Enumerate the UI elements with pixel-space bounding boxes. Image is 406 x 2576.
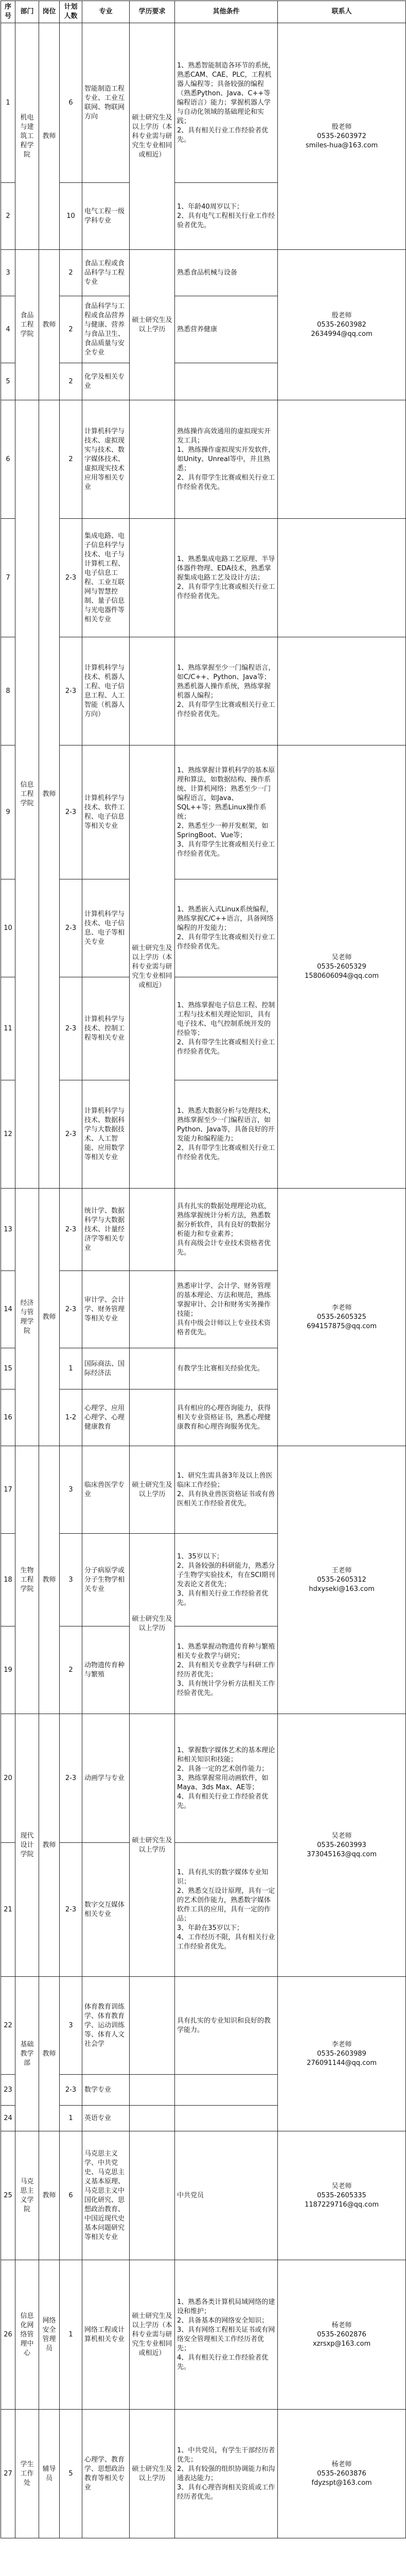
- header-row: [1, 1, 406, 23]
- cell-major: 计算机科学与技术、控制工程等相关专业: [82, 977, 130, 1080]
- cell-cond: 具有扎实的数据处理理论功底，熟练掌握统计分析方法，熟悉数据分析软件，具有良好的数据分析能力和专业素养； 具有高级会计专业技术资格者优先。: [175, 1189, 278, 1271]
- cell-edu: 硕士研究生及以上学历: [130, 2410, 175, 2538]
- cell-major: 动物遗传育种与繁殖: [82, 1626, 130, 1714]
- cell-cond: 熟悉食品机械与设备: [175, 250, 278, 296]
- table-row: [1, 1189, 406, 1271]
- cell-contact: 吴老师 0535-2605329 1580606094@qq.com: [278, 745, 406, 1189]
- table-row: [1, 2131, 406, 2260]
- cell-edu: [130, 1271, 175, 1348]
- cell-post: 教师: [39, 1189, 60, 1446]
- cell-post: 教师: [39, 2131, 60, 2260]
- cell-edu: 硕士研究生及以上学历: [130, 250, 175, 400]
- cell-dept: 信息工程学院: [15, 400, 39, 1189]
- cell-count: 2: [60, 363, 82, 400]
- cell-cond: 1、熟悉掌握动物遗传育种与繁殖相关专业教学与研究； 2、具有相关专业教学与科研工作经历者优先； 3、具有统计学分析方法相关工作经验者优先。: [175, 1626, 278, 1714]
- cell-no: 3: [1, 250, 15, 296]
- cell-no: 12: [1, 1080, 15, 1189]
- cell-major: 食品工程或食品科学与工程专业: [82, 250, 130, 296]
- cell-edu: [130, 519, 175, 637]
- cell-edu: [130, 1977, 175, 2075]
- cell-no: 24: [1, 2106, 15, 2131]
- cell-major: 临床兽医学专业: [82, 1446, 130, 1534]
- cell-no: 5: [1, 363, 15, 400]
- cell-major: 审计学、会计学、财务管理等相关专业: [82, 1271, 130, 1348]
- cell-edu: [130, 1389, 175, 1446]
- cell-edu: 硕士研究生及以上学历: [130, 1534, 175, 1714]
- cell-cond: 1、熟练掌握电子信息工程、控制工程与技术相关理论知识，具有电子技术、电气控制系统开发的经验等； 2、具有带学生比赛或相关行业工作经验者优先。: [175, 977, 278, 1080]
- cell-no: 23: [1, 2075, 15, 2106]
- cell-count: 2-3: [60, 1714, 82, 1843]
- cell-count: 2-3: [60, 1843, 82, 1977]
- cell-major: 数字交互媒体相关专业: [82, 1843, 130, 1977]
- cell-dept: 基础教学部: [15, 1977, 39, 2131]
- cell-cond: 1、35岁以下； 2、具备较强的科研能力，熟悉分子生物学实验技术，有在SCI期刊发表论文者优先； 3、具有相关行业工作经验者优先。: [175, 1534, 278, 1626]
- cell-contact: [278, 400, 406, 519]
- cell-major: 计算机科学与技术、数据科学与大数据技术、人工智能、应用数学等相关专业: [82, 1080, 130, 1189]
- cell-contact: 吴老师 0535-2603993 373045163@qq.com: [278, 1714, 406, 1977]
- cell-edu: [130, 637, 175, 745]
- cell-no: 22: [1, 1977, 15, 2075]
- cell-count: 2-3: [60, 1080, 82, 1189]
- cell-no: 20: [1, 1714, 15, 1843]
- cell-count: 2: [60, 296, 82, 363]
- cell-count: 1: [60, 2106, 82, 2131]
- cell-major: 心理学、教育学、思想政治教育等相关专业: [82, 2410, 130, 2538]
- cell-major: 心理学、应用心理学、心理健康教育: [82, 1389, 130, 1446]
- cell-count: 6: [60, 23, 82, 183]
- cell-dept: 食品工程学院: [15, 250, 39, 400]
- cell-no: 21: [1, 1843, 15, 1977]
- cell-dept: 马克思主义学院: [15, 2131, 39, 2260]
- cell-major: 化学及相关专业: [82, 363, 130, 400]
- cell-count: 3: [60, 1534, 82, 1626]
- cell-no: 14: [1, 1271, 15, 1348]
- cell-no: 17: [1, 1446, 15, 1534]
- cell-count: 5: [60, 2410, 82, 2538]
- table-row: [1, 2410, 406, 2538]
- cell-edu: 硕士研究生及以上学历: [130, 1714, 175, 1977]
- cell-cond: 1、熟悉各类计算机局域网络的建设和维护； 2、具备基本的网络安全知识； 3、具有网络工程相关证书或有网络安全管理相关工作经历者优先； 4、具有相关行业工作经验者优先。: [175, 2260, 278, 2410]
- table-row: [1, 1714, 406, 1843]
- cell-major: 国际商法、国际经济法: [82, 1348, 130, 1389]
- cell-cond: 熟悉审计学、会计学、财务管理的基本理论、方法和规范，熟练掌握审计、会计和财务实务操作技能； 具有中级会计师以上专业技术资格者优先。: [175, 1271, 278, 1348]
- cell-dept: 生物工程学院: [15, 1446, 39, 1714]
- cell-no: 27: [1, 2410, 15, 2538]
- cell-contact: 王老师 0535-2605312 hdxyseki@163.com: [278, 1446, 406, 1714]
- cell-edu: 硕士研究生及以上学历（本科专业需与研究生专业相同或相近）: [130, 2260, 175, 2410]
- cell-contact: 殷老师 0535-2603972 smiles-hua@163.com: [278, 23, 406, 250]
- cell-post: 教师: [39, 400, 60, 1189]
- cell-cond: 熟悉营养健康: [175, 296, 278, 363]
- cell-count: 2-3: [60, 745, 82, 879]
- cell-dept: 现代设计学院: [15, 1714, 39, 1977]
- cell-cond: 具有相应的心理咨询能力，获得相关专业资格证书，熟悉心理健康教育和心理咨询服务优先。: [175, 1389, 278, 1446]
- cell-contact: [278, 637, 406, 745]
- cell-contact: 殷老师 0535-2603982 2634994@qq.com: [278, 250, 406, 400]
- cell-major: 英语专业: [82, 2106, 130, 2131]
- table-row: [1, 1977, 406, 2075]
- cell-count: 2-3: [60, 1189, 82, 1271]
- cell-no: 13: [1, 1189, 15, 1271]
- cell-major: 体育教育训练学、体育教育学、运动训练等、体育人文社会学: [82, 1977, 130, 2075]
- table-row: [1, 250, 406, 296]
- table-row: [1, 519, 406, 637]
- cell-no: 18: [1, 1534, 15, 1626]
- cell-count: 2-3: [60, 879, 82, 977]
- cell-edu: [130, 1348, 175, 1389]
- cell-cond: 1、具有扎实的数字媒体专业知识； 2、熟悉交互设计原理，具有一定的艺术创作能力，熟悉数字媒体软件工具的应用，具有一定的作品； 3、年龄在35岁以下； 4、工作经历不限，具有相关行业工作经验者优先。: [175, 1843, 278, 1977]
- cell-edu: [130, 400, 175, 519]
- cell-major: 统计学、数据科学与大数据技术、计量经济学等相关专业: [82, 1189, 130, 1271]
- cell-contact: 李老师 0535-2605325 694157875@qq.com: [278, 1189, 406, 1446]
- header-cell: 专业: [82, 1, 130, 23]
- cell-cond: 1、年龄40周岁以下； 2、具有电气工程相关行业工作经验者优先。: [175, 183, 278, 250]
- cell-no: 8: [1, 637, 15, 745]
- cell-post: 网络安全管理员: [39, 2260, 60, 2410]
- cell-count: 3: [60, 1446, 82, 1534]
- cell-cond: 1、熟悉集成电路工艺原理、半导体器件物理、EDA技术，熟悉掌握集成电路工艺及设计方法； 2、具有带学生比赛或相关行业工作经验者优先。: [175, 519, 278, 637]
- header-cell: 联系人: [278, 1, 406, 23]
- table-row: [1, 745, 406, 879]
- cell-dept: 经济与管理学院: [15, 1189, 39, 1446]
- cell-count: 6: [60, 2131, 82, 2260]
- cell-contact: 杨老师 0535-2602876 xzrsxp@163.com: [278, 2260, 406, 2410]
- cell-cond: [175, 2106, 278, 2131]
- cell-major: 网络工程或计算机相关专业: [82, 2260, 130, 2410]
- cell-major: 食品科学与工程或食品营养与健康、营养与食品卫生、食品质量与安全专业: [82, 296, 130, 363]
- cell-post: 教师: [39, 1714, 60, 1977]
- cell-major: 动画学与专业: [82, 1714, 130, 1843]
- cell-cond: [175, 363, 278, 400]
- cell-major: 马克思主义学、中共党史、马克思主义基本原理、马克思主义中国化研究、思想政治教育、中国近现代史基本问题研究等相关专业: [82, 2131, 130, 2260]
- cell-edu: 硕士研究生及以上学历（本科专业需与研究生专业相同或相近）: [130, 745, 175, 1189]
- cell-cond: 中共党员: [175, 2131, 278, 2260]
- cell-count: 2: [60, 400, 82, 519]
- cell-no: 19: [1, 1626, 15, 1714]
- cell-count: 3: [60, 1977, 82, 2075]
- cell-cond: [175, 2075, 278, 2106]
- cell-edu: [130, 2075, 175, 2106]
- cell-contact: [278, 519, 406, 637]
- cell-cond: 1、熟练掌握至少一门编程语言，如C/C++、Python、Java等；熟悉机器人操作系统，熟练掌握机器人编程； 2、具有带学生比赛或相关行业工作经验者优先。: [175, 637, 278, 745]
- cell-cond: 1、熟练掌握计算机科学的基本原理和算法，如数据结构、操作系统、计算机网络；熟悉至少一门编程语言，如Java、SQL++等；熟悉Linux操作系统； 2、熟悉至少一种开发框架，如SpringBoot、Vue等； 3、具有带学生比赛或相关行业工作经验者优先。: [175, 745, 278, 879]
- cell-no: 1: [1, 23, 15, 183]
- cell-cond: 具有扎实的专业知识和良好的教学能力。: [175, 1977, 278, 2075]
- cell-dept: 信息化网络管理中心: [15, 2260, 39, 2410]
- cell-count: 2-3: [60, 519, 82, 637]
- table-row: [1, 1446, 406, 1534]
- cell-major: 计算机科学与技术、软件工程、电子信息等相关专业: [82, 745, 130, 879]
- cell-post: 教师: [39, 1446, 60, 1714]
- cell-contact: 吴老师 0535-2605335 1187229716@qq.com: [278, 2131, 406, 2260]
- cell-no: 15: [1, 1348, 15, 1389]
- header-cell: 岗位: [39, 1, 60, 23]
- cell-count: 2-3: [60, 1271, 82, 1348]
- cell-post: 教师: [39, 1977, 60, 2131]
- cell-post: 教师: [39, 23, 60, 250]
- cell-edu: 硕士研究生及以上学历: [130, 1446, 175, 1534]
- cell-major: 电气工程一级学科专业: [82, 183, 130, 250]
- cell-cond: 熟练操作高效通用的虚拟现实开发工具； 1、熟练操作虚拟现实开发软件，如Unity、Unreal等中，并且熟悉； 2、具有带学生比赛或相关行业工作经验者优先。: [175, 400, 278, 519]
- cell-major: 智能制造工程专业、工业互联网、物联网方向: [82, 23, 130, 183]
- cell-cond: 1、中共党员，有学生干部经历者优先； 2、具有较强的组织协调能力和沟通表达能力； 3、具有心理咨询相关资质或工作经历者优先。: [175, 2410, 278, 2538]
- cell-count: 2: [60, 250, 82, 296]
- cell-dept: 机电与建筑工程学院: [15, 23, 39, 250]
- table-row: [1, 400, 406, 519]
- cell-major: 数学专业: [82, 2075, 130, 2106]
- cell-no: 16: [1, 1389, 15, 1446]
- cell-count: 1-2: [60, 1389, 82, 1446]
- header-cell: 序号: [1, 1, 15, 23]
- cell-no: 26: [1, 2260, 15, 2410]
- cell-major: 计算机科学与技术、机器人工程、电子信息工程、人工智能（机器人方向）: [82, 637, 130, 745]
- cell-no: 9: [1, 745, 15, 879]
- cell-no: 2: [1, 183, 15, 250]
- cell-post: 辅导员: [39, 2410, 60, 2538]
- cell-no: 6: [1, 400, 15, 519]
- cell-cond: 1、熟悉大数据分析与处理技术，熟练掌握至少一门编程语言，如Python、Java等，具备良好的开发能力和编程能力； 2、具有带学生比赛或相关行业工作经验者优先。: [175, 1080, 278, 1189]
- cell-dept: 学生工作处: [15, 2410, 39, 2538]
- header-cell: 其他条件: [175, 1, 278, 23]
- cell-no: 4: [1, 296, 15, 363]
- cell-count: 2: [60, 1626, 82, 1714]
- cell-count: 2-3: [60, 2075, 82, 2106]
- table-row: [1, 2260, 406, 2410]
- cell-no: 25: [1, 2131, 15, 2260]
- table-row: [1, 23, 406, 183]
- cell-major: 分子病原学或分子生物学相关专业: [82, 1534, 130, 1626]
- cell-contact: 杨老师 0535-2603876 fdyzspt@163.com: [278, 2410, 406, 2538]
- cell-major: 计算机科学与技术、电子信息、电子等相关专业: [82, 879, 130, 977]
- cell-no: 10: [1, 879, 15, 977]
- cell-no: 7: [1, 519, 15, 637]
- cell-major: 计算机科学与技术、虚拟现实与技术、数字媒体技术、虚拟现实技术应用等相关专业: [82, 400, 130, 519]
- cell-edu: 硕士研究生及以上学历（本科专业需与研究生专业相同或相近）: [130, 23, 175, 250]
- cell-major: 集成电路、电子信息科学与技术、电子与计算机工程、电子信息工程、工业互联网与智慧控制、量子信息与光电器件等相关专业: [82, 519, 130, 637]
- cell-cond: 有教学生比赛相关经验优先。: [175, 1348, 278, 1389]
- cell-post: 教师: [39, 250, 60, 400]
- table-row: [1, 637, 406, 745]
- cell-count: 1: [60, 2260, 82, 2410]
- cell-edu: [130, 2131, 175, 2260]
- recruitment-table: [1, 1, 406, 2538]
- cell-count: 10: [60, 183, 82, 250]
- header-cell: 计划人数: [60, 1, 82, 23]
- cell-cond: 1、掌握数字媒体艺术的基本理论和相关知识和技能； 2、具备一定的艺术创作能力； 3、熟练掌握常用动画软件，如Maya、3ds Max、AE等； 4、具有相关行业工作经验者优先。: [175, 1714, 278, 1843]
- cell-edu: [130, 1189, 175, 1271]
- cell-contact: 李老师 0535-2603989 276091144@qq.com: [278, 1977, 406, 2131]
- cell-no: 11: [1, 977, 15, 1080]
- cell-count: 1: [60, 1348, 82, 1389]
- cell-cond: 1、研究生需具备3年及以上兽医临床工作经验； 2、具有执业兽医资格证书或有兽医相关工作经验者优先。: [175, 1446, 278, 1534]
- header-cell: 部门: [15, 1, 39, 23]
- table-body: [1, 23, 406, 2538]
- cell-count: 2-3: [60, 977, 82, 1080]
- cell-cond: 1、熟悉嵌入式Linux系统编程，熟练掌握C/C++语言，具备网络编程的开发能力； 2、具有带学生比赛或相关行业工作经验者优先。: [175, 879, 278, 977]
- cell-cond: 1、熟悉智能制造各环节的系统，熟悉CAM、CAE、PLC，工程机器人编程等；具备较强的编程（熟悉Python、Java、C++等编程语言）能力；掌握机器人学与自动化领域的基础理论和实践； 2、具有相关行业工作经验者优先。: [175, 23, 278, 183]
- header-cell: 学历要求: [130, 1, 175, 23]
- cell-count: 2-3: [60, 637, 82, 745]
- cell-edu: [130, 2106, 175, 2131]
